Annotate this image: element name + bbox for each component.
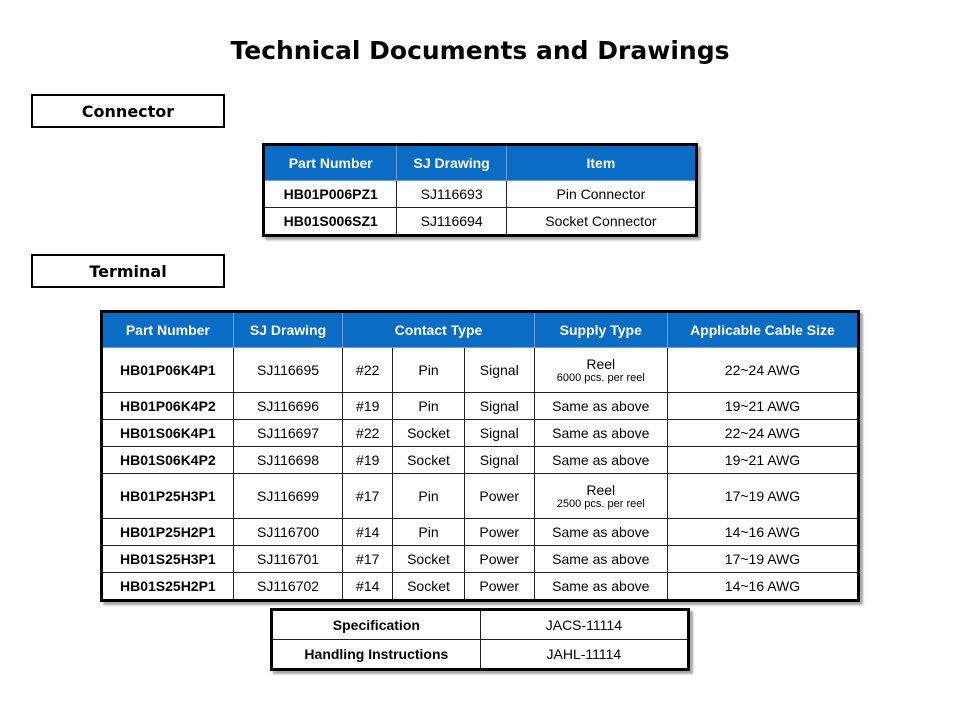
contact-size-cell: #14 (343, 573, 393, 601)
page-title: Technical Documents and Drawings (230, 36, 730, 65)
supply-type-cell (534, 348, 667, 393)
part-number-cell: HB01S06K4P2 (102, 447, 234, 474)
table-row (272, 610, 689, 640)
contact-kind-cell: Socket (393, 420, 465, 447)
table-row (102, 546, 859, 573)
contact-kind-cell: Pin (393, 519, 465, 546)
contact-size-cell: #19 (343, 393, 393, 420)
spec-label-cell: Handling Instructions (272, 640, 481, 670)
column-header-sj-drawing: SJ Drawing (233, 312, 343, 348)
part-number-cell: HB01S25H2P1 (102, 573, 234, 601)
part-number-cell: HB01S25H3P1 (102, 546, 234, 573)
table-row (272, 640, 689, 670)
contact-size-cell: #22 (343, 420, 393, 447)
spec-value-cell: JAHL-11114 (480, 640, 688, 670)
sj-drawing-cell: SJ116700 (233, 519, 343, 546)
cable-size-cell: 17~19 AWG (667, 474, 858, 519)
sj-drawing-cell: SJ116695 (233, 348, 343, 393)
supply-type-cell: Same as above (534, 447, 667, 474)
terminal-section-label: Terminal (31, 254, 225, 288)
contact-kind-cell: Socket (393, 573, 465, 601)
contact-kind-cell: Socket (393, 447, 465, 474)
table-row (102, 447, 859, 474)
cable-size-cell: 14~16 AWG (667, 519, 858, 546)
contact-size-cell: #17 (343, 546, 393, 573)
part-number-cell: HB01P006PZ1 (264, 181, 397, 208)
sj-drawing-cell: SJ116698 (233, 447, 343, 474)
supply-type-cell: Same as above (534, 546, 667, 573)
spec-value-cell: JACS-11114 (480, 610, 688, 640)
contact-size-cell: #17 (343, 474, 393, 519)
table-row (264, 181, 697, 208)
column-header-supply-type: Supply Type (534, 312, 667, 348)
sj-drawing-cell: SJ116693 (397, 181, 506, 208)
sj-drawing-cell: SJ116699 (233, 474, 343, 519)
contact-use-cell: Power (464, 573, 534, 601)
contact-use-cell: Signal (464, 447, 534, 474)
item-cell: Pin Connector (506, 181, 696, 208)
spec-label-cell: Specification (272, 610, 481, 640)
contact-kind-cell: Pin (393, 474, 465, 519)
part-number-cell: HB01S06K4P1 (102, 420, 234, 447)
contact-use-cell: Power (464, 546, 534, 573)
item-cell: Socket Connector (506, 208, 696, 236)
supply-type-cell: Same as above (534, 420, 667, 447)
contact-use-cell: Signal (464, 348, 534, 393)
supply-type-note: 2500 pcs. per reel (556, 498, 645, 510)
contact-use-cell: Power (464, 519, 534, 546)
table-row (102, 420, 859, 447)
specification-table (270, 608, 690, 671)
supply-type-label: Reel (586, 482, 616, 498)
supply-type-cell (534, 474, 667, 519)
connector-table (262, 143, 698, 237)
table-row (102, 519, 859, 546)
cable-size-cell: 19~21 AWG (667, 393, 858, 420)
column-header-part-number: Part Number (264, 145, 397, 181)
sj-drawing-cell: SJ116694 (397, 208, 506, 236)
contact-kind-cell: Pin (393, 393, 465, 420)
column-header-sj-drawing: SJ Drawing (397, 145, 506, 181)
contact-size-cell: #19 (343, 447, 393, 474)
contact-use-cell: Power (464, 474, 534, 519)
table-row (102, 393, 859, 420)
contact-size-cell: #22 (343, 348, 393, 393)
part-number-cell: HB01P06K4P2 (102, 393, 234, 420)
contact-use-cell: Signal (464, 393, 534, 420)
part-number-cell: HB01P25H2P1 (102, 519, 234, 546)
sj-drawing-cell: SJ116701 (233, 546, 343, 573)
cable-size-cell: 22~24 AWG (667, 348, 858, 393)
supply-type-cell: Same as above (534, 393, 667, 420)
contact-size-cell: #14 (343, 519, 393, 546)
column-header-cable-size: Applicable Cable Size (667, 312, 858, 348)
table-row (264, 208, 697, 236)
supply-type-cell: Same as above (534, 573, 667, 601)
column-header-item: Item (506, 145, 696, 181)
sj-drawing-cell: SJ116696 (233, 393, 343, 420)
supply-type-label: Reel (586, 356, 616, 372)
cable-size-cell: 17~19 AWG (667, 546, 858, 573)
part-number-cell: HB01P25H3P1 (102, 474, 234, 519)
supply-type-cell: Same as above (534, 519, 667, 546)
part-number-cell: HB01S006SZ1 (264, 208, 397, 236)
terminal-table (100, 310, 860, 602)
table-row (102, 474, 859, 519)
table-header-row (102, 312, 859, 348)
contact-kind-cell: Socket (393, 546, 465, 573)
sj-drawing-cell: SJ116702 (233, 573, 343, 601)
contact-kind-cell: Pin (393, 348, 465, 393)
supply-type-note: 6000 pcs. per reel (556, 372, 645, 384)
part-number-cell: HB01P06K4P1 (102, 348, 234, 393)
column-header-contact-type: Contact Type (343, 312, 534, 348)
cable-size-cell: 14~16 AWG (667, 573, 858, 601)
contact-use-cell: Signal (464, 420, 534, 447)
table-header-row (264, 145, 697, 181)
sj-drawing-cell: SJ116697 (233, 420, 343, 447)
connector-section-label: Connector (31, 94, 225, 128)
cable-size-cell: 22~24 AWG (667, 420, 858, 447)
column-header-part-number: Part Number (102, 312, 234, 348)
table-row (102, 348, 859, 393)
table-row (102, 573, 859, 601)
cable-size-cell: 19~21 AWG (667, 447, 858, 474)
